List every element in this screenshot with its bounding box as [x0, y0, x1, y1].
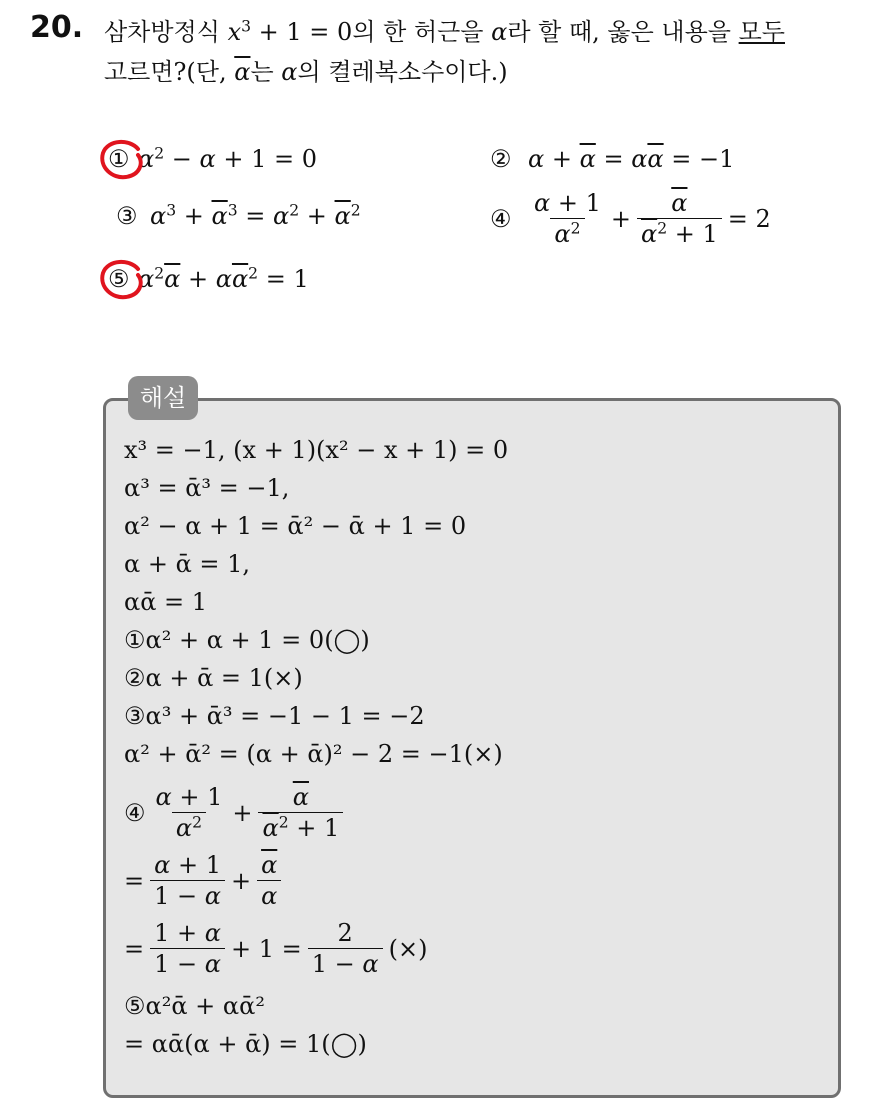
solution-line-6: ①α² + α + 1 = 0(◯)	[124, 626, 370, 654]
solution-line-8: ③α³ + ᾱ³ = −1 − 1 = −2	[124, 702, 425, 730]
red-circle-mark: ⑤	[108, 265, 138, 293]
question-number: 20.	[30, 10, 84, 45]
solution-line-3: α² − α + 1 = ᾱ² − ᾱ + 1 = 0	[124, 512, 467, 540]
solution-line-13: ⑤α²ᾱ + αᾱ²	[124, 992, 265, 1020]
choice-5[interactable]: ⑤ $\alpha^2\overline{\alpha} + \alpha\overline{\alpha}^2 = 1$	[108, 265, 309, 293]
solution-line-7: ②α + ᾱ = 1(×)	[124, 664, 303, 692]
solution-line-12: = $\frac{1 + \alpha}{1 - \alpha}$ + 1 = $\frac{2}{1 - \alpha}$ ( × )	[124, 919, 428, 978]
choice-1[interactable]: ① $\alpha^2 - \alpha + 1 = 0$	[108, 145, 317, 173]
solution-line-11: = $\frac{\alpha + 1}{1 - \alpha}$ + $\frac{\overline{\alpha}}{\alpha}$	[124, 850, 287, 911]
solution-line-5: αᾱ = 1	[124, 588, 208, 616]
question-text: 삼차방정식 $x^3 + 1 = 0$의 한 허근을 α라 할 때, 옳은 내용을 모두 고르면?(단, $\overline{\alpha}$는 α의 켤레복소수이다.)	[104, 17, 785, 86]
solution-tag: 해설	[128, 376, 198, 420]
red-circle-mark: ①	[108, 145, 138, 173]
choice-3[interactable]: ③ $\alpha^3 + \overline{\alpha}^3 = \alpha^2 + \overline{\alpha}^2$	[116, 201, 361, 230]
solution-line-4: α + ᾱ = 1,	[124, 550, 251, 578]
solution-line-2: α³ = ᾱ³ = −1,	[124, 474, 290, 502]
solution-line-1: x³ = −1, (x + 1)(x² − x + 1) = 0	[124, 436, 509, 464]
solution-line-10: ④ $\frac{\alpha + 1}{\alpha^2}$ + $\frac{\overline{\alpha}}{\overline{\alpha}^2 + 1}$	[124, 782, 349, 843]
underlined-word: 모두	[738, 18, 785, 46]
choice-4[interactable]: ④ $\frac{\alpha + 1}{\alpha^2}$ + $\frac{\overline{\alpha}}{\overline{\alpha}^2 + 1}$ = 2	[490, 189, 771, 248]
solution-line-14: = αᾱ(α + ᾱ) = 1(◯)	[124, 1030, 367, 1058]
choice-2[interactable]: ② $\alpha + \overline{\alpha} = \alpha\overline{\alpha} = -1$	[490, 145, 735, 173]
solution-line-9: α² + ᾱ² = (α + ᾱ)² − 2 = −1(×)	[124, 740, 503, 768]
